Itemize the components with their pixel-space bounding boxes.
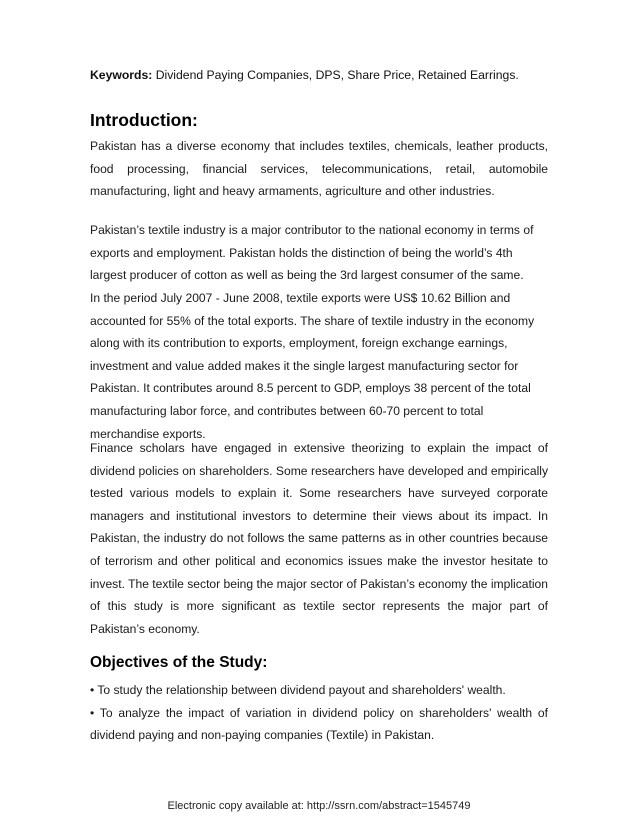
keywords-text: Dividend Paying Companies, DPS, Share Price, Retained Earrings. xyxy=(152,68,519,82)
intro-paragraph-4: Finance scholars have engaged in extensive theorizing to explain the impact of dividend policies on shareholders. Some researchers have developed and empirically tested various models to explain it. Some researchers have surveyed corporate managers and institutional investors to determine their views about its impact. In Pakistan, the industry do not follows the same patterns as in other countries because of terrorism and other political and economics issues make the investor hesitate to invest. The textile sector being the major sector of Pakistan’s economy the implication of this study is more significant as textile sector represents the major part of Pakistan’s economy. xyxy=(90,441,548,636)
objectives-heading: Objectives of the Study: xyxy=(90,654,268,671)
intro-paragraph-2: Pakistan’s textile industry is a major contributor to the national economy in terms of exports and employment. Pakistan holds the distinction of being the world’s 4th largest producer of cotton as well as being the 3rd largest consumer of the same. xyxy=(90,223,534,283)
intro-paragraph-1: Pakistan has a diverse economy that includes textiles, chemicals, leather products, food processing, financial services, telecommunications, retail, automobile manufacturing, light and heavy armaments, agriculture and other industries. xyxy=(90,139,548,199)
objective-item-1: • To study the relationship between dividend payout and shareholders' wealth. xyxy=(90,683,506,697)
objective-item-2: • To analyze the impact of variation in dividend policy on shareholders' wealth of dividend paying and non-paying companies (Textile) in Pakistan. xyxy=(90,705,548,743)
objectives-list xyxy=(90,679,548,747)
intro-paragraph-3: In the period July 2007 - June 2008, textile exports were US$ 10.62 Billion and accounted for 55% of the total exports. The share of textile industry in the economy along with its contribution to exports, employment, foreign exchange earnings, investment and value added makes it the single largest manufacturing sector for Pakistan. It contributes around 8.5 percent to GDP, employs 38 percent of the total manufacturing labor force, and contributes between 60-70 percent to total merchandise exports. xyxy=(90,291,535,441)
introduction-heading: Introduction: xyxy=(90,110,198,130)
footer-note: Electronic copy available at: http://ssrn.com/abstract=1545749 xyxy=(167,800,471,812)
keywords-label: Keywords: xyxy=(90,68,153,82)
keywords-line xyxy=(90,67,550,83)
